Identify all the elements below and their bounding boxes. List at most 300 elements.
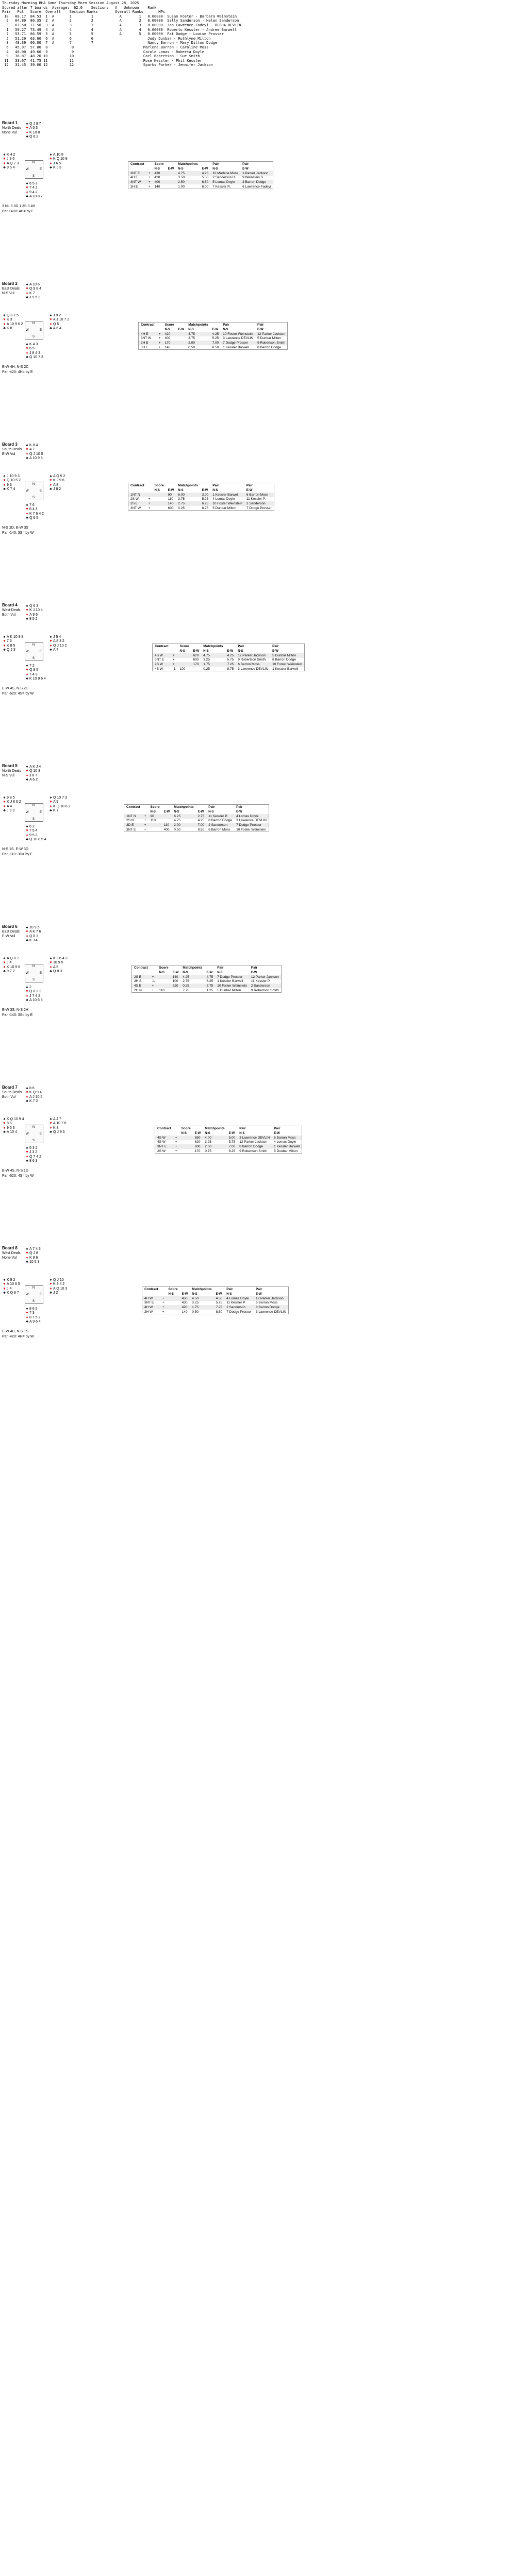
- suit-holding: [48, 1126, 97, 1130]
- results-table: [155, 1126, 302, 1154]
- table-cell: [178, 662, 191, 667]
- table-cell: [157, 984, 171, 988]
- suit-cards: J 9 5 2: [29, 296, 41, 300]
- table-cell: 4.75: [201, 653, 225, 658]
- club-icon: ♣: [3, 648, 6, 652]
- heart-icon: ♥: [50, 961, 52, 965]
- results-table: [128, 161, 273, 189]
- table-cell: 600: [193, 658, 199, 662]
- board-title: Board 5: [2, 764, 18, 768]
- club-icon: ♣: [3, 970, 6, 974]
- north-hand: [25, 604, 74, 622]
- suit-holding: [25, 1316, 74, 1320]
- suit-cards: A 10 6 5: [29, 998, 43, 1003]
- suit-cards: 8 7 5 2: [29, 1315, 41, 1319]
- column-header: Contract: [134, 966, 148, 970]
- table-cell: 3NT E: [128, 171, 146, 176]
- column-subheader: E-W: [197, 810, 204, 814]
- table-cell: [153, 501, 166, 506]
- table-cell: 170: [194, 1149, 201, 1153]
- suit-cards: Q 8 3: [29, 934, 39, 938]
- table-cell: 2S W: [153, 662, 171, 667]
- compass-n: N: [32, 161, 35, 164]
- column-header: Contract: [126, 805, 140, 809]
- double-dummy-result: N-S 1S, E-W 3D: [2, 848, 28, 851]
- column-header: [142, 805, 148, 810]
- suit-cards: K 4 2: [7, 153, 15, 157]
- heart-icon: ♥: [3, 639, 6, 643]
- suit-holding: [48, 639, 97, 643]
- column-header: Contract: [130, 484, 144, 487]
- diamond-icon: ♦: [3, 965, 6, 969]
- table-cell: 620: [171, 984, 181, 988]
- column-subheader: [146, 488, 153, 493]
- suit-cards: 7 6: [29, 503, 35, 507]
- heart-icon: ♥: [26, 126, 28, 130]
- column-subheader: [155, 1131, 173, 1136]
- club-icon: ♣: [26, 838, 28, 842]
- board-title: Board 2: [2, 281, 18, 286]
- table-cell: 2S E: [132, 975, 150, 979]
- diamond-icon: ♦: [50, 965, 52, 969]
- results-table: [124, 804, 269, 832]
- table-row: [128, 184, 273, 189]
- suit-cards: K 8: [7, 327, 12, 331]
- column-subheader: [157, 327, 163, 332]
- suit-cards: 10 9 5: [29, 926, 40, 929]
- suit-holding: [48, 474, 97, 479]
- column-subheader: N-S: [178, 167, 184, 171]
- table-row: [128, 506, 274, 511]
- spade-icon: ♠: [3, 635, 6, 639]
- column-header: Matchpoints: [174, 805, 194, 809]
- table-cell: 6 Barron Moss: [208, 827, 230, 832]
- column-header: [171, 644, 178, 649]
- table-row: [153, 662, 305, 667]
- table-cell: 5.50: [202, 176, 209, 180]
- table-cell: 420: [180, 1305, 190, 1310]
- table-cell: [176, 345, 187, 350]
- suit-cards: K J 9 6: [53, 479, 64, 483]
- club-icon: ♣: [26, 1320, 28, 1324]
- table-cell: 4S W: [155, 667, 163, 671]
- table-cell: 3H E: [141, 345, 148, 349]
- table-cell: 2.75: [196, 814, 207, 819]
- table-row: [128, 497, 274, 502]
- suit-cards: A 10 7 6: [53, 1122, 67, 1126]
- suit-cards: 8 4 3: [29, 507, 38, 512]
- suit-holding: [48, 1278, 97, 1282]
- column-subheader: E-W: [236, 810, 242, 814]
- column-header: Pair: [217, 966, 224, 970]
- column-header: Score: [179, 645, 189, 648]
- compass-s: S: [32, 657, 35, 660]
- column-header: Contract: [157, 1127, 171, 1130]
- heart-icon: ♥: [26, 1251, 28, 1256]
- suit-holding: [25, 1099, 74, 1104]
- table-cell: 2S N: [126, 819, 134, 823]
- vulnerability-label: E-W Vul: [2, 452, 15, 456]
- column-subheader: N-S: [174, 810, 179, 814]
- suit-holding: [25, 994, 74, 998]
- column-subheader: [153, 649, 171, 653]
- table-cell: 4.25: [225, 653, 236, 658]
- suit-cards: K J 10 4: [29, 608, 43, 613]
- suit-holding: [48, 483, 97, 487]
- suit-cards: 9 7 2: [7, 970, 15, 974]
- table-cell: [166, 176, 176, 180]
- column-subheader: E-W: [274, 1131, 280, 1135]
- table-cell: 6.25: [200, 501, 211, 506]
- suit-holding: [25, 998, 74, 1003]
- column-header: [166, 162, 176, 167]
- club-icon: ♣: [26, 1260, 28, 1264]
- compass-box: [25, 321, 43, 340]
- board-diagram: [2, 764, 121, 919]
- suit-holding: [48, 487, 97, 492]
- par-result: Par -620: 4S= by W: [2, 1174, 34, 1178]
- table-row: [153, 667, 305, 671]
- suit-cards: K 3: [7, 318, 12, 322]
- suit-cards: A Q 7 3: [7, 161, 19, 165]
- board-diagram: [2, 121, 121, 276]
- double-dummy-result: E-W 4H, N-S 1S: [2, 1330, 28, 1333]
- table-cell: [153, 497, 166, 502]
- suit-holding: [25, 452, 74, 456]
- heart-icon: ♥: [26, 186, 28, 190]
- dealer-label: South Deals: [2, 448, 22, 451]
- suit-holding: [48, 153, 97, 157]
- table-cell: 8.25: [228, 1149, 236, 1153]
- board-diagram: [2, 1246, 121, 1401]
- results-table: [131, 965, 282, 993]
- table-cell: 2H N: [134, 988, 142, 992]
- table-cell: 12 Parker Jackson: [249, 975, 281, 979]
- table-cell: [191, 667, 202, 671]
- heart-icon: ♥: [26, 1150, 28, 1155]
- table-cell: 0.75: [205, 1149, 211, 1153]
- heart-icon: ♥: [50, 639, 52, 643]
- table-cell: 5 Dunbar Milton: [270, 653, 304, 658]
- suit-cards: A 10 9 6 2: [7, 322, 23, 326]
- heart-icon: ♥: [50, 157, 52, 161]
- club-icon: ♣: [50, 1130, 52, 1134]
- header-line: 3 62.50 77.50 3 A 3 3 A 3 0.00000 Jan Lawrence-Fadeyi - DEBRA DEVLIN: [2, 23, 241, 27]
- suit-cards: A 10 6 5: [7, 1282, 20, 1286]
- diamond-icon: ♦: [50, 1126, 52, 1130]
- suit-cards: A J 10 7 2: [53, 318, 70, 322]
- suit-cards: A K J 4: [29, 765, 41, 769]
- table-cell: 12 Parker Jackson: [254, 1296, 288, 1301]
- compass-w: W: [26, 972, 29, 975]
- heart-icon: ♥: [26, 347, 28, 351]
- diamond-icon: ♦: [3, 483, 6, 487]
- spade-icon: ♠: [26, 986, 28, 989]
- suit-cards: K 7: [53, 809, 59, 813]
- par-result: Par -140: 3S= by W: [2, 531, 34, 535]
- table-cell: 3.75: [188, 336, 195, 341]
- table-cell: 8.50: [216, 1310, 223, 1314]
- column-header: Matchpoints: [205, 1127, 225, 1130]
- column-header: [196, 805, 207, 810]
- south-hand: [25, 343, 74, 360]
- suit-cards: Q 6 2: [29, 135, 39, 139]
- column-subheader: N-S: [205, 1131, 210, 1135]
- par-result: Par -420: 4H= by W: [2, 1335, 34, 1338]
- heart-icon: ♥: [3, 1122, 6, 1126]
- table-cell: 2 Sanderson H.: [212, 176, 236, 180]
- table-cell: 6 Barron Moss: [272, 1136, 302, 1140]
- table-cell: 8.50: [212, 345, 219, 349]
- table-cell: 7 Dodge Prosser: [246, 506, 272, 510]
- results-table: [152, 643, 305, 671]
- table-row: [124, 823, 269, 827]
- column-header: Matchpoints: [178, 162, 198, 166]
- table-cell: 6.50: [200, 180, 211, 184]
- suit-cards: A J 7: [53, 1117, 61, 1121]
- table-cell: 420: [163, 332, 176, 336]
- column-subheader: E-W: [202, 488, 208, 492]
- table-cell: 4.25: [197, 819, 205, 823]
- table-cell: +: [144, 819, 146, 823]
- diamond-icon: ♦: [3, 161, 6, 165]
- suit-cards: K 8: [53, 1126, 59, 1130]
- suit-cards: Q 9 5: [29, 668, 39, 672]
- table-cell: 3 Barron Dodge: [240, 180, 273, 184]
- suit-cards: 9 6 3: [7, 1126, 15, 1130]
- suit-cards: A K 7 6: [29, 930, 41, 934]
- table-cell: 430: [153, 171, 166, 176]
- table-cell: 0.50: [174, 827, 180, 832]
- club-icon: ♣: [26, 195, 28, 199]
- column-subheader: E-W: [202, 167, 208, 171]
- suit-cards: J 5 4: [53, 635, 61, 639]
- suit-holding: [25, 1307, 74, 1311]
- column-header: Matchpoints: [188, 323, 208, 327]
- board-section: [0, 764, 528, 919]
- column-header: Pair: [238, 645, 244, 648]
- spade-icon: ♠: [3, 474, 6, 478]
- column-subheader: [128, 166, 146, 171]
- table-cell: 11 Kessler P.: [206, 814, 234, 819]
- suit-cards: K 10 9 6 4: [29, 677, 46, 681]
- table-cell: 3.25: [205, 1140, 211, 1144]
- table-cell: [148, 823, 162, 827]
- column-header: Pair: [236, 805, 243, 809]
- table-cell: 1NT N: [124, 814, 142, 819]
- compass-s: S: [32, 818, 35, 821]
- table-cell: 8 Barron Dodge: [272, 658, 296, 662]
- table-cell: +: [146, 171, 153, 176]
- column-subheader: N-S: [154, 167, 160, 171]
- column-subheader: E-W: [227, 649, 234, 653]
- column-subheader: [139, 327, 157, 332]
- results-table: [128, 483, 274, 511]
- table-cell: +: [148, 184, 151, 189]
- table-cell: +: [146, 501, 153, 506]
- results-subheader-row: [132, 970, 282, 975]
- suit-cards: K 9 2: [7, 1278, 15, 1282]
- suit-cards: A 9 6 4: [29, 1320, 41, 1324]
- spade-icon: ♠: [50, 153, 52, 157]
- compass-e: E: [40, 489, 42, 493]
- table-cell: [179, 1140, 193, 1145]
- column-subheader: E-W: [251, 971, 257, 974]
- table-cell: 5.75: [228, 1140, 236, 1144]
- header-line: 8 48.39 60.00 7 A 7 7 Nancy Barron - Mary Dillon Dodge: [2, 41, 218, 45]
- east-hand: [48, 474, 97, 492]
- suit-cards: 7 2: [29, 664, 35, 668]
- table-cell: 600: [168, 506, 174, 510]
- suit-cards: K 7 6 4 2: [29, 512, 44, 516]
- table-cell: 12 Parker Jackson: [239, 1140, 268, 1144]
- table-row: [155, 1136, 302, 1140]
- heart-icon: ♥: [50, 1282, 52, 1286]
- table-cell: [171, 988, 181, 993]
- table-cell: 8.75: [202, 506, 209, 510]
- suit-holding: [48, 644, 97, 648]
- suit-holding: [25, 926, 74, 930]
- suit-holding: [48, 805, 97, 809]
- suit-cards: K Q 9 4: [29, 1091, 42, 1095]
- compass-s: S: [32, 978, 35, 981]
- column-header: Pair: [272, 645, 279, 648]
- diamond-icon: ♦: [26, 452, 28, 456]
- suit-holding: [25, 1146, 74, 1150]
- suit-holding: [48, 961, 97, 965]
- results-subheader-row: [139, 327, 288, 332]
- suit-holding: [25, 986, 74, 990]
- header-line: 9 38.87 48.20 10 10 Carl Robertson - Sue Smith: [2, 54, 200, 59]
- header-line: 6 45.97 57.00 8 8 Marlene Barron - Caroline Moss: [2, 45, 209, 49]
- suit-cards: K 8 5: [7, 643, 15, 648]
- spade-icon: ♠: [26, 283, 28, 286]
- table-cell: 5.00: [227, 1136, 238, 1140]
- diamond-icon: ♦: [26, 773, 28, 777]
- suit-holding: [48, 162, 97, 166]
- double-dummy-result: E-W 4S, N-S 1D: [2, 1169, 28, 1173]
- column-header: Pair: [274, 1127, 280, 1130]
- table-cell: 0.25: [203, 667, 210, 671]
- suit-holding: [48, 166, 97, 170]
- table-cell: 90: [166, 493, 176, 497]
- table-cell: [148, 827, 162, 832]
- suit-holding: [48, 318, 97, 322]
- compass-w: W: [26, 1132, 29, 1136]
- column-subheader: N-S: [181, 1131, 187, 1135]
- table-cell: 2 Sanderson: [249, 984, 281, 988]
- table-row: [142, 1310, 289, 1314]
- compass-n: N: [32, 322, 35, 325]
- results-subheader-row: [155, 1131, 302, 1136]
- diamond-icon: ♦: [26, 1256, 28, 1260]
- suit-cards: A 6 4: [53, 327, 61, 331]
- table-cell: 4.25: [200, 171, 211, 176]
- table-cell: 5.75: [216, 1301, 223, 1305]
- column-subheader: E-W: [246, 488, 253, 492]
- suit-holding: [48, 1130, 97, 1134]
- table-cell: 2.50: [176, 180, 200, 184]
- column-subheader: [171, 649, 178, 653]
- column-header: [193, 1126, 203, 1131]
- board-section: [0, 443, 528, 597]
- heart-icon: ♥: [3, 800, 6, 804]
- column-header: Pair: [257, 323, 264, 327]
- heart-icon: ♥: [50, 479, 52, 483]
- suit-holding: [2, 796, 51, 800]
- suit-holding: [48, 1122, 97, 1126]
- table-cell: 3NT E: [144, 1301, 154, 1305]
- suit-cards: 7 5 4: [29, 829, 38, 833]
- diamond-icon: ♦: [50, 322, 52, 326]
- table-cell: +: [157, 341, 163, 345]
- column-header: [173, 1126, 179, 1131]
- table-cell: 5 Dunbar Milton: [212, 506, 237, 510]
- compass-w: W: [26, 811, 29, 814]
- table-cell: [153, 506, 166, 511]
- table-cell: +: [175, 1149, 177, 1153]
- suit-holding: [25, 834, 74, 838]
- header-line: 11 33.67 41.75 11 11 Rose Kessler - Phil Kessler: [2, 58, 202, 63]
- table-cell: 6 Lawrence-Fadeyi: [242, 184, 271, 189]
- south-hand: [25, 664, 74, 682]
- suit-cards: 10 5 3: [29, 1260, 40, 1264]
- table-cell: 8 Barron Dodge: [254, 1305, 288, 1310]
- diamond-icon: ♦: [26, 512, 28, 516]
- suit-cards: J 9 2: [53, 314, 61, 317]
- par-result: Par -110: 3D= by E: [2, 853, 33, 856]
- suit-cards: 9 5 3: [29, 833, 38, 837]
- club-icon: ♣: [26, 456, 28, 461]
- column-header: Pair: [226, 1287, 233, 1291]
- column-header: [146, 483, 153, 488]
- session-header: [2, 1, 241, 67]
- suit-holding: [25, 1155, 74, 1159]
- compass-box: [25, 964, 43, 982]
- suit-cards: Q 10 5 2: [7, 479, 21, 483]
- column-subheader: N-S: [212, 167, 218, 171]
- suit-holding: [25, 135, 74, 139]
- board-diagram: [2, 443, 121, 597]
- table-row: [132, 975, 282, 979]
- north-hand: [25, 765, 74, 783]
- table-cell: 3NT W: [130, 506, 141, 510]
- board-title: Board 4: [2, 603, 18, 607]
- compass-w: W: [26, 1293, 29, 1296]
- compass-e: E: [40, 329, 42, 332]
- club-icon: ♣: [3, 166, 6, 170]
- column-header: Pair: [223, 323, 229, 327]
- column-header: Contract: [130, 162, 144, 166]
- suit-holding: [25, 1091, 74, 1095]
- table-cell: +: [150, 975, 157, 979]
- table-cell: 3NT E: [126, 827, 136, 832]
- column-header: [180, 1287, 190, 1292]
- suit-cards: 9 3: [7, 483, 12, 487]
- suit-holding: [25, 1087, 74, 1091]
- results-header-row: [155, 1126, 302, 1131]
- heart-icon: ♥: [26, 1311, 28, 1315]
- table-cell: 7.25: [225, 662, 236, 667]
- table-row: [142, 1305, 289, 1310]
- compass-s: S: [32, 1300, 35, 1303]
- suit-cards: K 10 8: [29, 130, 40, 134]
- suit-cards: 7 6: [7, 639, 12, 643]
- suit-cards: A 4: [7, 804, 12, 808]
- column-header: [225, 644, 236, 649]
- diamond-icon: ♦: [26, 1315, 28, 1319]
- suit-holding: [25, 296, 74, 300]
